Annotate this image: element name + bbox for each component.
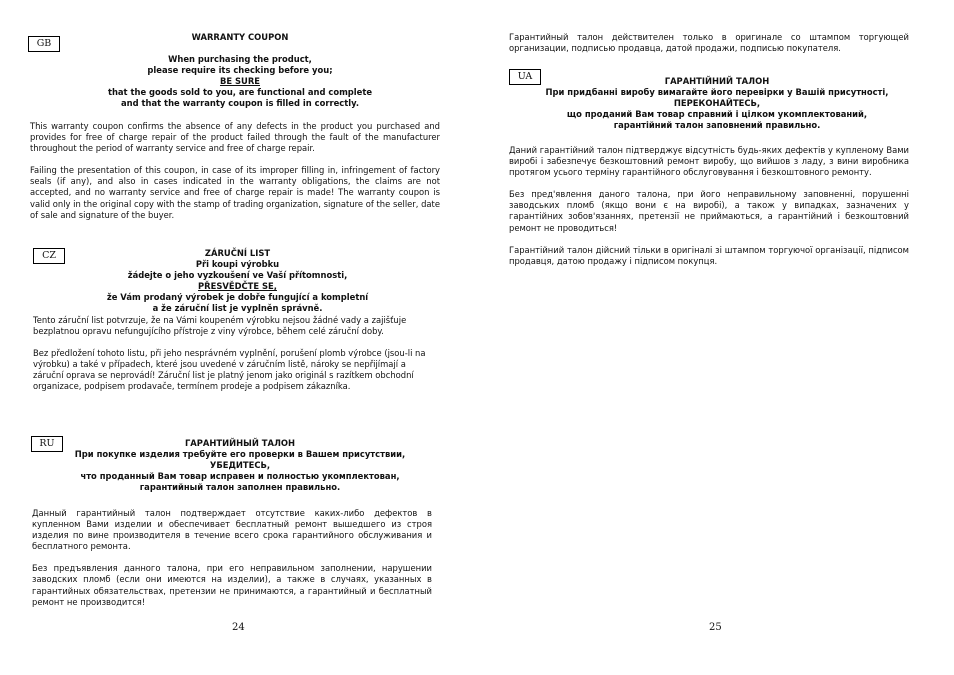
ua-paragraph: Даний гарантійний талон підтверджує відсутність будь-яких дефектів у купленому Вами виробі і забезпечує безкоштовний ремонт виробу, що вийшов з ладу, з вини виробника протягом усього терміну гарантійного обслуговування і безкоштовного ремонту. (509, 145, 909, 178)
gb-paragraph: This warranty coupon confirms the absence of any defects in the product you purchased and provides for free of charge repair of the product failed through the fault of the manufacturer throughout the period of warranty service and free of charge repair. (30, 121, 440, 154)
ua-body (509, 145, 909, 278)
ru-line: При покупке изделия требуйте его проверки в Вашем присутствии, (74, 449, 406, 460)
ru-line: гарантийный талон заполнен правильно. (139, 482, 341, 493)
ru-line: что проданный Вам товар исправен и полностью укомплектован, (80, 471, 400, 482)
ru-header (40, 438, 440, 493)
lang-box-ua: UA (509, 69, 541, 85)
cz-paragraph: Bez předložení tohoto listu, při jeho nesprávném vyplnění, porušení plomb výrobce (jsou-li na výrobku) a také v případech, které jsou uvedené v záručním listě, nároky se nepřijímají a záruční oprava se neprovádí! Záruční list je platný jenom jako originál s razítkem obchodní organizace, podpisem prodavače, termínem prodeje a podpisem zákazníka. (33, 348, 426, 392)
ru-paragraph: Данный гарантийный талон подтверждает отсутствие каких-либо дефектов в купленном Вами изделии и обеспечивает бесплатный ремонт вышедшего из строя изделия по вине производителя в течение всего срока гарантийного обслуживания и бесплатного ремонта. (32, 508, 432, 552)
ua-line: що проданий Вам товар справний і цілком укомплектований, (566, 109, 868, 120)
gb-line: that the goods sold to you, are functional and complete (107, 87, 373, 98)
gb-title: WARRANTY COUPON (191, 32, 289, 42)
gb-paragraph: Failing the presentation of this coupon, in case of its improper filling in, infringement of factory seals (if any), and also in cases indicated in the warranty obligations, the claims are not accepted, and no warranty service and free of charge repair is made! The warranty coupon is valid only in the original copy with the stamp of trading organization, signature of the seller, date of sale and signature of the buyer. (30, 165, 440, 220)
gb-be-sure: BE SURE (219, 76, 261, 87)
gb-line: please require its checking before you; (147, 65, 333, 76)
ua-line: При придбанні виробу вимагайте його перевірки у Вашій присутності, (545, 87, 889, 98)
page-number-left: 24 (232, 622, 245, 633)
page-number-right: 25 (709, 622, 722, 633)
gb-header (50, 32, 430, 110)
gb-body (30, 121, 440, 232)
ua-paragraph: Без пред'явлення даного талона, при його неправильному заповненні, порушенні заводських пломб (якщо вони є на виробі), а також у випадках, зазначених у гарантійних зобов'язаннях, претензії не приймаються, а гарантійний і безкоштовний ремонт не проводиться! (509, 189, 909, 233)
cz-title: ZÁRUČNÍ LIST (204, 248, 271, 258)
cz-line: a že záruční list je vyplněn správně. (152, 303, 323, 314)
ua-line: ПЕРЕКОНАЙТЕСЬ, (673, 98, 761, 109)
ru-paragraph: Без предъявления данного талона, при его неправильном заполнении, нарушении заводских пломб (если они имеются на изделии), а также в случаях, указанных в гарантийных обязательствах, претензии не принимаются, а гарантийный и бесплатный ремонт не производится! (32, 563, 432, 607)
cz-line: že Vám prodaný výrobek je dobře fungující a kompletní (106, 292, 369, 303)
lang-box-cz: CZ (33, 248, 65, 264)
ru-title: ГАРАНТИЙНЫЙ ТАЛОН (184, 438, 296, 448)
cz-body (33, 315, 428, 404)
cz-line: žádejte o jeho vyzkoušení ve Vaší přítomnosti, (127, 270, 348, 281)
lang-box-ru: RU (31, 436, 63, 452)
cz-line: Při koupi výrobku (195, 259, 280, 270)
lang-box-gb: GB (28, 36, 60, 52)
ua-line: гарантійний талон заповнений правильно. (613, 120, 821, 131)
ru-line: УБЕДИТЕСЬ, (209, 460, 271, 471)
cz-presvedcte: PŘESVĚDČTE SE, (198, 281, 277, 292)
cz-header (40, 248, 435, 315)
gb-line: and that the warranty coupon is filled in correctly. (121, 98, 359, 109)
gb-line: When purchasing the product, (168, 54, 312, 65)
ua-paragraph: Гарантійний талон дійсний тільки в оригіналі зі штампом торгуючої організації, підписом продавця, датою продажу і підписом покупця. (509, 244, 909, 266)
right-page (477, 0, 954, 675)
cz-paragraph: Tento záruční list potvrzuje, že na Vámi koupeném výrobku nejsou žádné vady a zajišťuje bezplatnou opravu nefungujícího přístroje z viny výrobce, během celé záruční doby. (33, 315, 407, 337)
ua-header (517, 76, 917, 131)
ua-title: ГАРАНТІЙНИЙ ТАЛОН (664, 76, 770, 86)
ru-body (32, 508, 432, 619)
ru-continuation: Гарантийный талон действителен только в оригинале со штампом торгующей организации, подписью продавца, датой продажи, подписью покупателя. (509, 32, 909, 54)
